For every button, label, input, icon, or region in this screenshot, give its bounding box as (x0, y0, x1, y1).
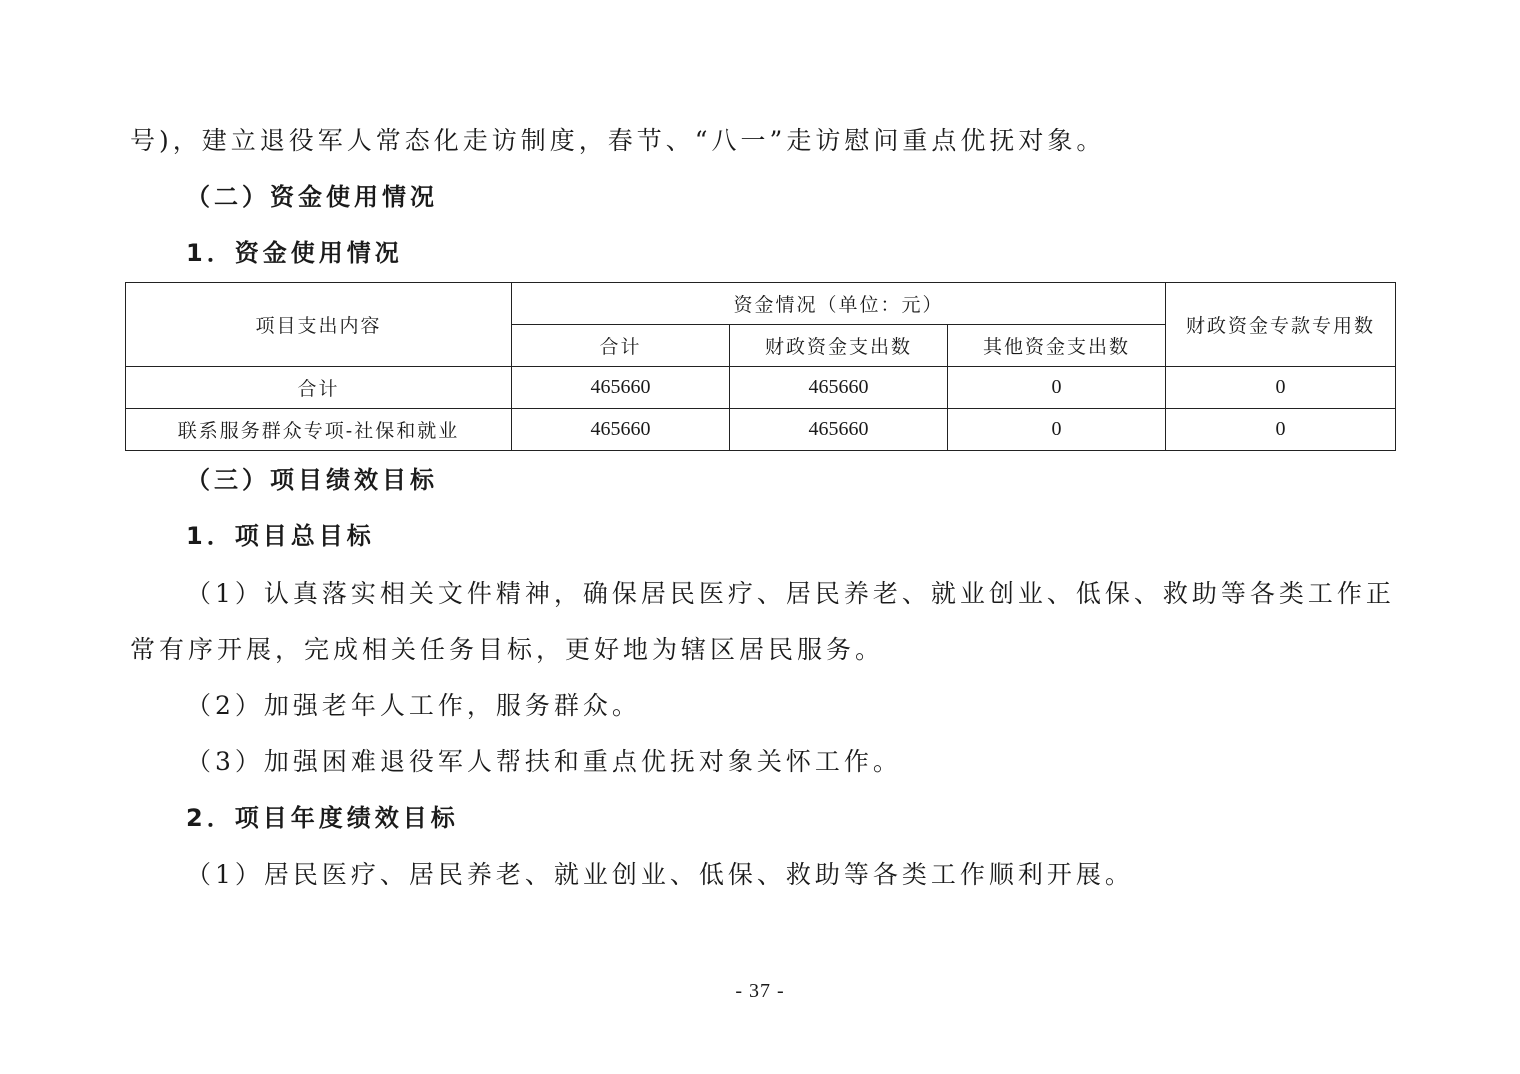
cell-total: 465660 (512, 409, 730, 451)
table-row (126, 409, 1396, 451)
heading-funds-usage: （二）资金使用情况 (186, 183, 438, 211)
cell-special: 0 (1166, 409, 1396, 451)
funds-table (125, 282, 1396, 451)
heading-performance-targets: （三）项目绩效目标 (186, 466, 438, 494)
cell-item: 联系服务群众专项-社保和就业 (126, 409, 512, 451)
annual-target-1: （1）居民医疗、居民养老、就业创业、低保、救助等各类工作顺利开展。 (186, 860, 1134, 889)
target-1-line-2: 常有序开展，完成相关任务目标，更好地为辖区居民服务。 (130, 635, 885, 664)
header-item: 项目支出内容 (126, 283, 512, 367)
header-funds-group: 资金情况（单位：元） (512, 283, 1166, 325)
cell-fiscal: 465660 (730, 409, 948, 451)
target-2: （2）加强老年人工作，服务群众。 (186, 691, 641, 720)
cell-other: 0 (948, 367, 1166, 409)
header-special: 财政资金专款专用数 (1166, 283, 1396, 367)
header-total: 合计 (512, 325, 730, 367)
target-1-line-1: （1）认真落实相关文件精神，确保居民医疗、居民养老、就业创业、低保、救助等各类工作正 (186, 579, 1395, 608)
cell-item: 合计 (126, 367, 512, 409)
table-row (126, 367, 1396, 409)
heading-total-target: 1．项目总目标 (186, 522, 375, 550)
target-3: （3）加强困难退役军人帮扶和重点优抚对象关怀工作。 (186, 747, 902, 776)
page-number: - 37 - (735, 980, 785, 1002)
cell-other: 0 (948, 409, 1166, 451)
cell-special: 0 (1166, 367, 1396, 409)
heading-funds-usage-1: 1．资金使用情况 (186, 239, 403, 267)
paragraph-continuation: 号)，建立退役军人常态化走访制度，春节、“八一”走访慰问重点优抚对象。 (130, 126, 1106, 155)
heading-annual-target: 2．项目年度绩效目标 (186, 804, 459, 832)
cell-total: 465660 (512, 367, 730, 409)
header-other: 其他资金支出数 (948, 325, 1166, 367)
header-fiscal: 财政资金支出数 (730, 325, 948, 367)
cell-fiscal: 465660 (730, 367, 948, 409)
